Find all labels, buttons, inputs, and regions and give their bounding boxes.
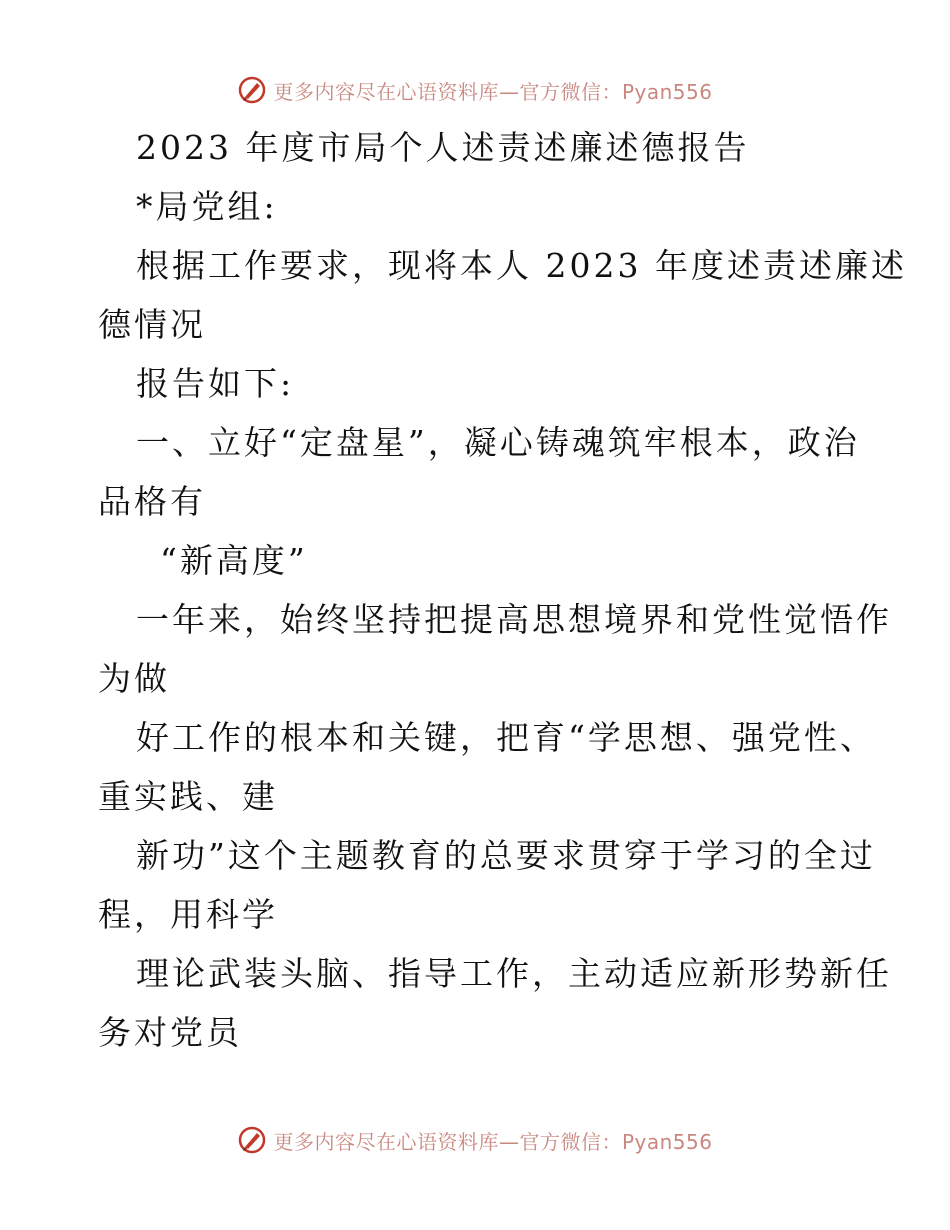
- section-heading-line: 品格有: [98, 482, 206, 521]
- paragraph-line: 根据工作要求，现将本人 2023 年度述责述廉述: [136, 246, 907, 285]
- paragraph-line: 好工作的根本和关键，把育“学思想、强党性、: [136, 718, 876, 757]
- paragraph-line: 一年来，始终坚持把提高思想境界和党性觉悟作: [136, 600, 892, 639]
- red-pen-circle-logo-icon: [237, 1125, 267, 1155]
- paragraph-line: 理论武装头脑、指导工作，主动适应新形势新任: [136, 954, 892, 993]
- footer-watermark: [0, 1120, 950, 1160]
- red-pen-circle-logo-icon: [237, 75, 267, 105]
- paragraph-line: 新功”这个主题教育的总要求贯穿于学习的全过: [136, 836, 876, 875]
- header-watermark: [0, 70, 950, 110]
- paragraph-line: *局党组:: [136, 187, 278, 226]
- section-heading-line: “新高度”: [160, 541, 308, 580]
- section-heading-line: 一、立好“定盘星”，凝心铸魂筑牢根本，政治: [136, 423, 860, 462]
- paragraph-line: 程，用科学: [98, 895, 278, 934]
- paragraph-line: 德情况: [98, 305, 206, 344]
- paragraph-line: 重实践、建: [98, 777, 278, 816]
- paragraph-line: 报告如下:: [136, 364, 295, 403]
- paragraph-line: 务对党员: [98, 1013, 242, 1052]
- document-title: 2023 年度市局个人述责述廉述德报告: [136, 128, 750, 167]
- watermark-text: 更多内容尽在心语资料库—官方微信：Pyan556: [273, 1129, 713, 1154]
- paragraph-line: 为做: [98, 659, 170, 698]
- document-body: [98, 118, 907, 1062]
- watermark-text: 更多内容尽在心语资料库—官方微信：Pyan556: [273, 79, 713, 104]
